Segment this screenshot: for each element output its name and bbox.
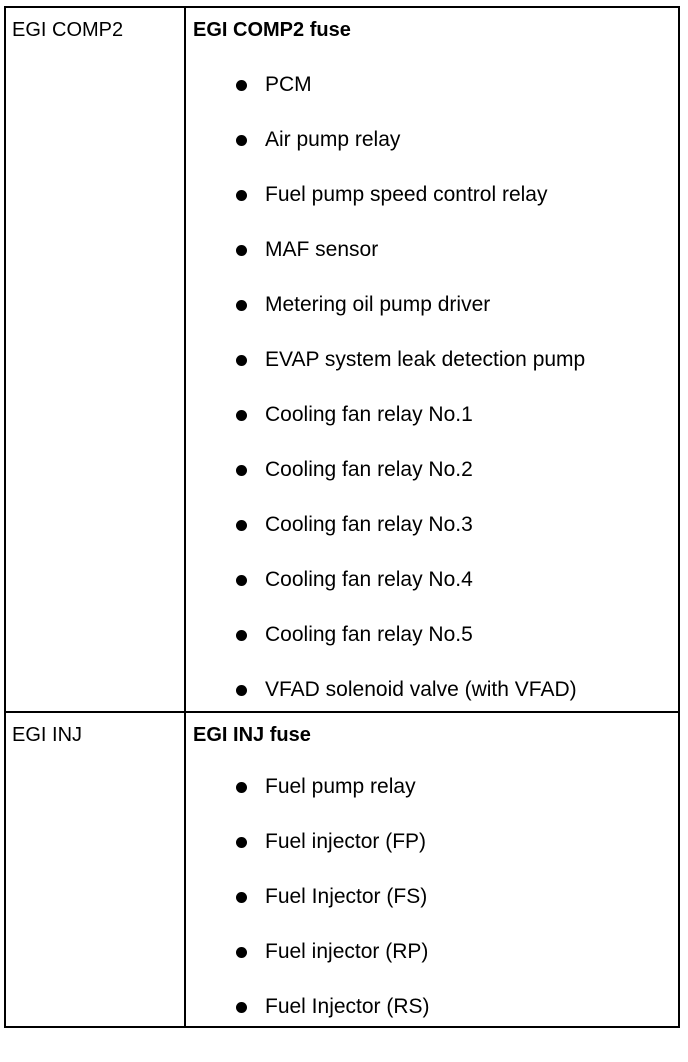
bullet-icon — [236, 465, 247, 476]
list-item: Metering oil pump driver — [186, 290, 678, 320]
bullet-icon — [236, 520, 247, 531]
fuse-description-cell — [185, 712, 679, 1027]
list-item: Fuel injector (FP) — [186, 827, 678, 857]
list-item: Cooling fan relay No.1 — [186, 400, 678, 430]
list-item: Cooling fan relay No.5 — [186, 620, 678, 650]
bullet-icon — [236, 190, 247, 201]
fuse-table — [4, 6, 680, 1028]
bullet-icon — [236, 837, 247, 848]
fuse-description-cell — [185, 7, 679, 712]
table-row — [5, 712, 679, 1027]
bullet-icon — [236, 80, 247, 91]
list-item: Cooling fan relay No.3 — [186, 510, 678, 540]
component-list — [186, 43, 678, 711]
bullet-icon — [236, 135, 247, 146]
bullet-icon — [236, 685, 247, 696]
bullet-icon — [236, 355, 247, 366]
fuse-name-cell — [5, 7, 185, 712]
fuse-name: EGI INJ — [12, 724, 83, 746]
list-item: Fuel Injector (RS) — [186, 992, 678, 1022]
list-item: Fuel pump speed control relay — [186, 180, 678, 210]
list-item: VFAD solenoid valve (with VFAD) — [186, 675, 678, 705]
bullet-icon — [236, 630, 247, 641]
bullet-icon — [236, 245, 247, 256]
list-item: Air pump relay — [186, 125, 678, 155]
component-list — [186, 748, 678, 1026]
bullet-icon — [236, 300, 247, 311]
list-item: Cooling fan relay No.4 — [186, 565, 678, 595]
bullet-icon — [236, 947, 247, 958]
list-item: Fuel Injector (FS) — [186, 882, 678, 912]
fuse-name-cell — [5, 712, 185, 1027]
bullet-icon — [236, 782, 247, 793]
list-item: PCM — [186, 70, 678, 100]
bullet-icon — [236, 1002, 247, 1013]
bullet-icon — [236, 575, 247, 586]
fuse-heading: EGI COMP2 fuse — [193, 19, 351, 41]
table-row — [5, 7, 679, 712]
bullet-icon — [236, 892, 247, 903]
list-item: Fuel injector (RP) — [186, 937, 678, 967]
list-item: MAF sensor — [186, 235, 678, 265]
bullet-icon — [236, 410, 247, 421]
list-item: EVAP system leak detection pump — [186, 345, 678, 375]
list-item: Fuel pump relay — [186, 772, 678, 802]
fuse-name: EGI COMP2 — [12, 19, 124, 41]
list-item: Cooling fan relay No.2 — [186, 455, 678, 485]
fuse-heading: EGI INJ fuse — [193, 724, 311, 746]
